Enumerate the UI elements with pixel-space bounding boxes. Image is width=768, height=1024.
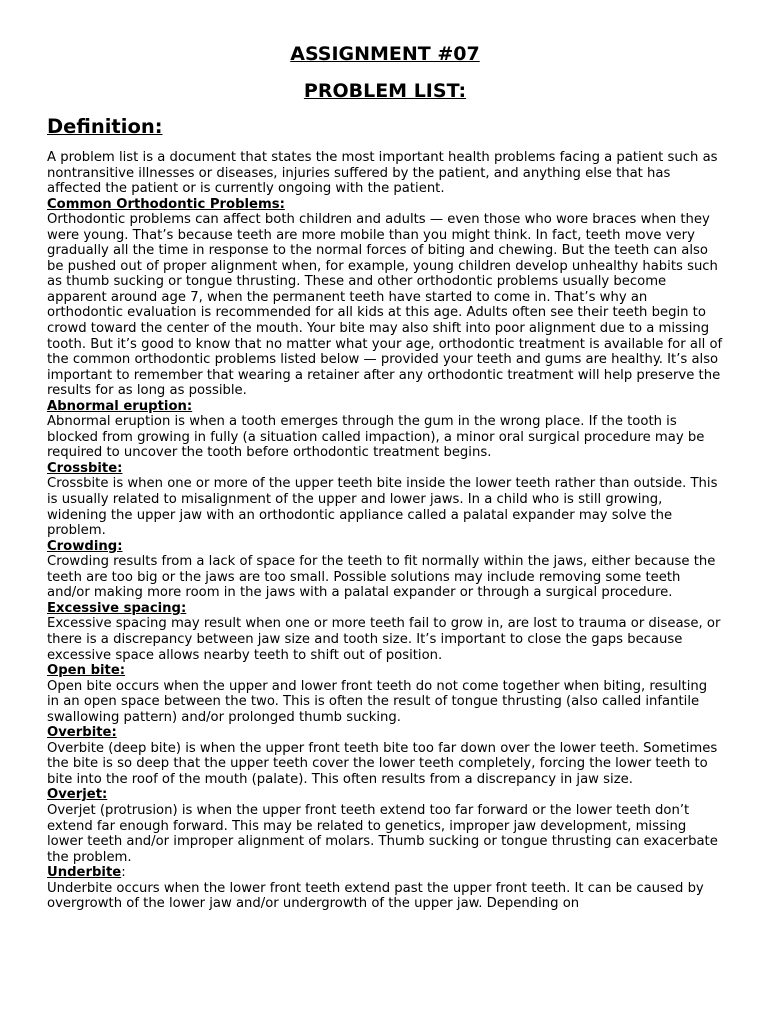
section-text-crossbite: Crossbite is when one or more of the upper teeth bite inside the lower teeth rather than outside. This is usually related to misalignment of the upper and lower jaws. In a child who is still growing, widening the upper jaw with an orthodontic appliance called a palatal expander may solve the problem. [47,476,718,539]
section-heading-underbite: Underbite [47,865,122,881]
section-heading-open-bite: Open bite: [47,663,126,679]
definition-heading: Definition: [47,115,163,138]
section-text-crowding: Crowding results from a lack of space for the teeth to fit normally within the jaws, either because the teeth are too big or the jaws are too small. Possible solutions may include removing some teeth and/or making more room in the jaws with a palatal expander or through a surgical procedure. [47,554,716,601]
section-text-overjet: Overjet (protrusion) is when the upper front teeth extend too far forward or the lower teeth don’t extend far enough forward. This may be related to genetics, improper jaw development, missing lower teeth and/or improper alignment of molars. Thumb sucking or tongue thrusting can exacerbate the problem. [47,802,718,865]
section-heading-overbite: Overbite: [47,725,117,741]
section-heading-common-problems: Common Orthodontic Problems: [47,196,285,212]
section-text-abnormal-eruption: Abnormal eruption is when a tooth emerges through the gum in the wrong place. If the tooth is blocked from growing in fully (a situation called impaction), a minor oral surgical procedure may be required to uncover the tooth before orthodontic treatment begins. [47,414,705,461]
section-text-overbite: Overbite (deep bite) is when the upper front teeth bite too far down over the lower teeth. Sometimes the bite is so deep that the upper teeth cover the lower teeth completely, forcing the lower teeth to bite into the roof of the mouth (palate). This often results from a discrepancy in jaw size. [47,740,718,787]
section-heading-crossbite: Crossbite: [47,460,123,476]
section-text-common-problems: Orthodontic problems can affect both children and adults — even those who wore braces when they were young. That’s because teeth are more mobile than you might think. In fact, teeth move very gradually all the time in response to the normal forces of biting and chewing. But the teeth can also be pushed out of proper alignment when, for example, young children develop unhealthy habits such as thumb sucking or tongue thrusting. These and other orthodontic problems usually become apparent around age 7, when the permanent teeth have started to come in. That’s why an orthodontic evaluation is recommended for all kids at this age. Adults often see their teeth begin to crowd toward the center of the mouth. Your bite may also shift into poor alignment due to a missing tooth. But it’s good to know that no matter what your age, orthodontic treatment is available for all of the common orthodontic problems listed below — provided your teeth and gums are healthy. It’s also important to remember that wearing a retainer after any orthodontic treatment will help preserve the results for as long as possible. [47,212,723,399]
intro-paragraph: A problem list is a document that states the most important health problems facing a patient such as nontransitive illnesses or diseases, injuries suffered by the patient, and anything else that has affected the patient or is currently ongoing with the patient. [47,150,718,197]
section-heading-underbite-line [47,865,723,881]
section-text-excessive-spacing: Excessive spacing may result when one or more teeth fail to grow in, are lost to trauma or disease, or there is a discrepancy between jaw size and tooth size. It’s important to close the gaps because excessive space allows nearby teeth to shift out of position. [47,616,721,663]
section-heading-overjet: Overjet: [47,787,108,803]
underbite-colon: : [121,865,126,881]
problem-list-title: PROBLEM LIST: [303,80,467,102]
document-body [47,150,723,912]
section-heading-crowding: Crowding: [47,538,123,554]
section-text-open-bite: Open bite occurs when the upper and lower front teeth do not come together when biting, resulting in an open space between the two. This is often the result of tongue thrusting (also called infantile swallowing pattern) and/or prolonged thumb sucking. [47,678,708,725]
section-heading-excessive-spacing: Excessive spacing: [47,600,187,616]
assignment-title: ASSIGNMENT #07 [290,43,480,65]
section-heading-abnormal-eruption: Abnormal eruption: [47,398,193,414]
section-text-underbite: Underbite occurs when the lower front teeth extend past the upper front teeth. It can be caused by overgrowth of the lower jaw and/or undergrowth of the upper jaw. Depending on [47,880,704,912]
